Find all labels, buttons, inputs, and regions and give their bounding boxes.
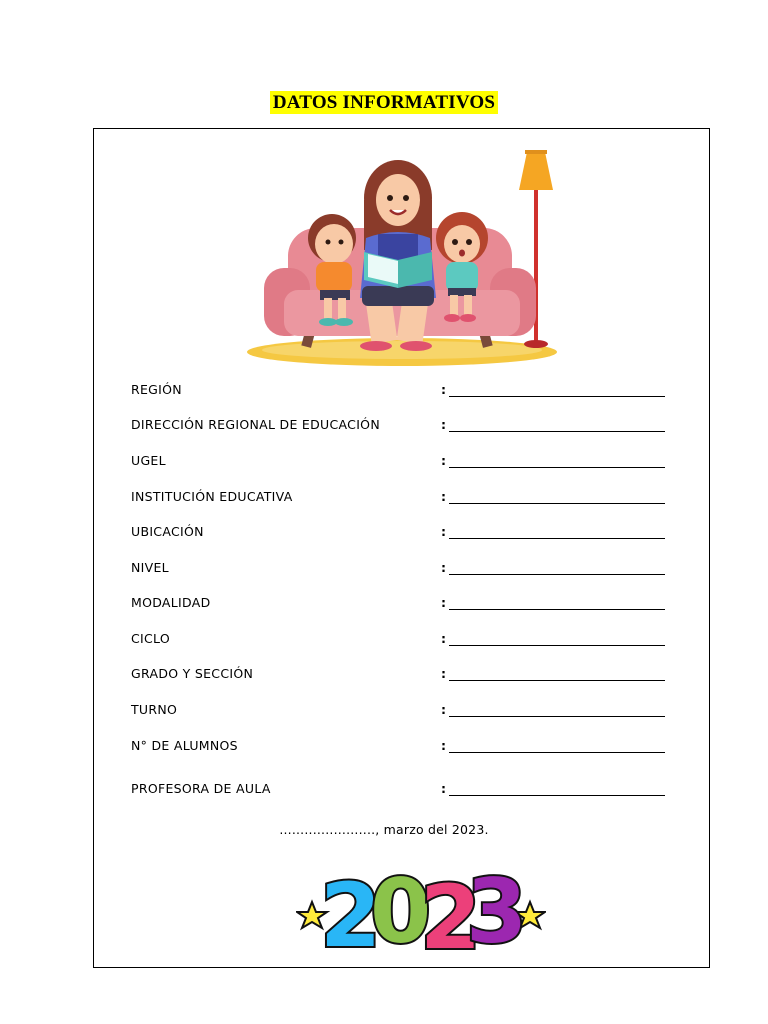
page-title: [0, 92, 768, 114]
field-colon: :: [441, 489, 446, 504]
field-blank-line: [449, 467, 665, 468]
field-row-profesora: [131, 781, 671, 801]
field-label: GRADO Y SECCIÓN: [131, 666, 254, 681]
field-colon: :: [441, 560, 446, 575]
year-digit: 2: [320, 864, 382, 958]
field-row-region: [131, 382, 671, 402]
field-blank-line: [449, 716, 665, 717]
field-row-modalidad: [131, 595, 671, 615]
field-row-institucion: [131, 489, 671, 509]
field-colon: :: [441, 417, 446, 432]
field-blank-line: [449, 431, 665, 432]
field-blank-line: [449, 538, 665, 539]
year-digit: 0: [370, 862, 432, 958]
field-blank-line: [449, 503, 665, 504]
field-label: UBICACIÓN: [131, 524, 204, 539]
field-label: DIRECCIÓN REGIONAL DE EDUCACIÓN: [131, 417, 380, 432]
field-colon: :: [441, 382, 446, 397]
field-label: REGIÓN: [131, 382, 182, 397]
field-label: UGEL: [131, 453, 166, 468]
field-blank-line: [449, 680, 665, 681]
field-row-turno: [131, 702, 671, 722]
field-blank-line: [449, 645, 665, 646]
field-colon: :: [441, 631, 446, 646]
field-label: MODALIDAD: [131, 595, 211, 610]
field-colon: :: [441, 781, 446, 796]
field-blank-line: [449, 795, 665, 796]
field-row-ubicacion: [131, 524, 671, 544]
field-blank-line: [449, 396, 665, 397]
field-label: PROFESORA DE AULA: [131, 781, 271, 796]
field-row-ciclo: [131, 631, 671, 651]
field-colon: :: [441, 702, 446, 717]
field-colon: :: [441, 453, 446, 468]
year-digit: 3: [466, 862, 528, 958]
field-row-grado-seccion: [131, 666, 671, 686]
field-label: N° DE ALUMNOS: [131, 738, 238, 753]
field-colon: :: [441, 738, 446, 753]
field-label: CICLO: [131, 631, 170, 646]
field-row-nivel: [131, 560, 671, 580]
field-label: TURNO: [131, 702, 178, 717]
field-blank-line: [449, 609, 665, 610]
field-label: INSTITUCIÓN EDUCATIVA: [131, 489, 293, 504]
field-row-direccion-regional: [131, 417, 671, 437]
field-label: NIVEL: [131, 560, 169, 575]
year-digit: 2: [420, 866, 482, 958]
field-blank-line: [449, 752, 665, 753]
mother-reading-to-children-icon: [244, 150, 564, 370]
field-row-ugel: [131, 453, 671, 473]
field-colon: :: [441, 524, 446, 539]
field-blank-line: [449, 574, 665, 575]
field-row-numero-alumnos: [131, 738, 671, 758]
date-line: ......................., marzo del 2023.: [279, 822, 489, 837]
field-colon: :: [441, 595, 446, 610]
field-colon: :: [441, 666, 446, 681]
year-2023-art: [296, 862, 546, 958]
title-text: DATOS INFORMATIVOS: [270, 91, 498, 114]
